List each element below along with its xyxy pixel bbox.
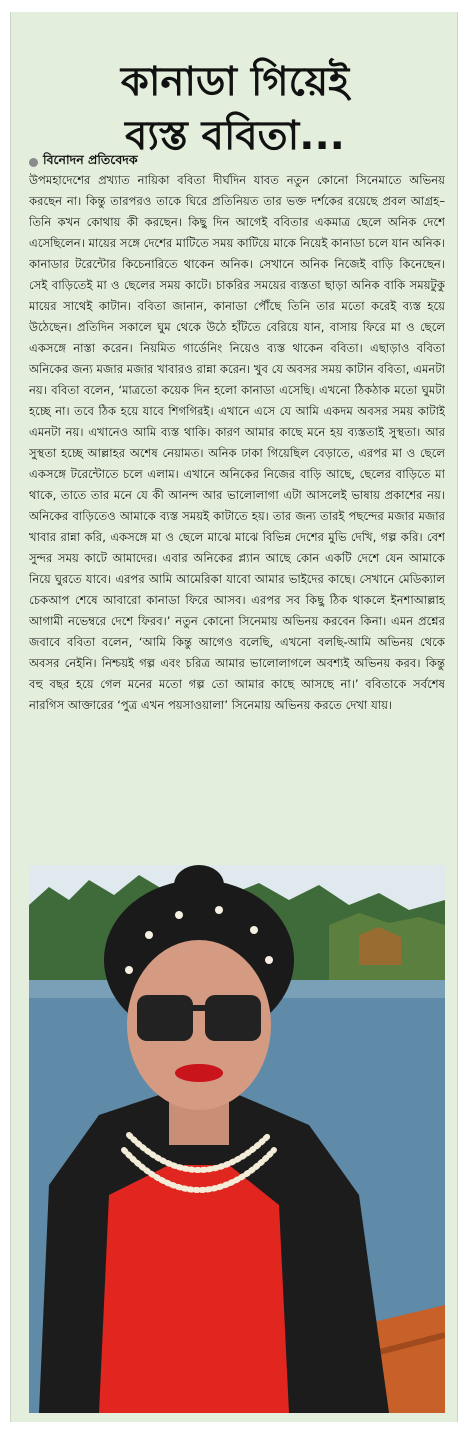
bullet-icon: [29, 158, 38, 167]
article-body: উপমহাদেশের প্রখ্যাত নায়িকা ববিতা দীর্ঘদিন যাবত নতুন কোনো সিনেমাতে অভিনয় করছেন না। কিন্তু তারপরও তাকে ঘিরে প্রতিনিয়ত তার ভক্ত দর্শকের রয়েছে প্রবল আগ্রহ– তিনি কখন কোথায় কী করছেন। কিছু দিন আগেই ববিতার একমাত্র ছেলে অনিক দেশে এসেছিলেন। মায়ের সঙ্গে দেশের মাটিতে সময় কাটিয়ে মাকে নিয়েই কানাডা চলে যান অনিক। কানাডার টরেন্টোর কিচেনারিতে থাকেন অনিক। সেখানে অনিক নিজেই বাড়ি কিনেছেন। সেই বাড়িতেই মা ও ছেলের সময় কাটে। চাকরির সময়ের ব্যস্ততা ছাড়া অনিক বাকি সময়টুকু মায়ের সাথেই কাটান। ববিতা জানান, কানাডা পৌঁছে তিনি তার মতো করেই ব্যস্ত হয়ে উঠেছেন। প্রতিদিন সকালে ঘুম থেকে উঠে হাঁটতে বেরিয়ে যান, বাসায় ফিরে মা ও ছেলে একসঙ্গে নাস্তা করেন। নিয়মিত গার্ডেনিং নিয়েও ব্যস্ত থাকেন ববিতা। এছাড়াও ববিতা অনিকের জন্য মজার মজার খাবারও রান্না করেন। খুব যে অবসর সময় কাটান ববিতা, এমনটা নয়। ববিতা বলেন, ‘মাত্রতো কয়েক দিন হলো কানাডা এসেছি। এখনো ঠিকঠাক মতো ঘুমটা হচ্ছে না। তবে ঠিক হয়ে যাবে শিগগিরই। এখানে এসে যে আমি একদম অবসর সময় কাটাই এমনটা নয়। এখানেও আমি ব্যস্ত থাকি। কারণ আমার কাছে মনে হয় ব্যস্ততাই সুস্থতা। আর সুস্থতা হচ্ছে আল্লাহর অশেষ নেয়ামত। অনিক ঢাকা গিয়েছিল বেড়াতে, এরপর মা ও ছেলে একসঙ্গে টরেন্টোতে চলে এলাম। এখানে অনিকের নিজের বাড়ি আছে, ছেলের বাড়িতে মা থাকে, তাতে তার মনে যে কী আনন্দ আর ভালোলাগা এটা আসলেই ভাষায় প্রকাশের নয়। অনিকের বাড়িতেও আমাকে ব্যস্ত সময়ই কাটাতে হয়। তার জন্য তারই পছন্দের মজার মজার খাবার রান্না করি, একসঙ্গে মা ও ছেলে মাঝে মাঝে বিভিন্ন দেশের মুভি দেখি, গল্প করি। বেশ সুন্দর সময় কাটে আমাদের। এবার অনিকের প্ল্যান আছে কোন একটি দেশে যেন আমাকে নিয়ে ঘুরতে যাবে। এরপর আমি আমেরিকা যাবো আমার ভাইদের কাছে। সেখানে মেডিক্যাল চেকআপ শেষে আবারো কানাডা ফিরে আসব। এরপর সব কিছু ঠিক থাকলে ইনশাআল্লাহ আগামী নভেম্বরে দেশে ফিরব।’ নতুন কোনো সিনেমায় অভিনয় করবেন কিনা। এমন প্রশ্নের জবাবে ববিতা বলেন, ‘আমি কিন্তু আগেও বলেছি, এখনো বলছি-আমি অভিনয় থেকে অবসর নেইনি। নিশ্চয়ই গল্প এবং চরিত্র আমার ভালোলাগলে অবশ্যই অভিনয় করব। কিন্তু বহু বছর হয়ে গেল মনের মতো গল্প তো আমার কাছে আসছে না।’ ববিতাকে সর্বশেষ নারগিস আক্তারের ‘পুত্র এখন পয়সাওয়ালা’ সিনেমায় অভিনয় করতে দেখা যায়।: [29, 173, 445, 712]
byline-text: বিনোদন প্রতিবেদক: [43, 152, 138, 167]
newspaper-clipping: [10, 12, 458, 1422]
article-photo: [29, 865, 445, 1413]
headline-line-2: ব্যস্ত ববিতা...: [125, 113, 345, 160]
article-headline: [11, 55, 459, 163]
byline: [29, 152, 138, 172]
headline-line-1: কানাডা গিয়েই: [120, 59, 350, 106]
portrait-photo-icon: [29, 865, 445, 1413]
